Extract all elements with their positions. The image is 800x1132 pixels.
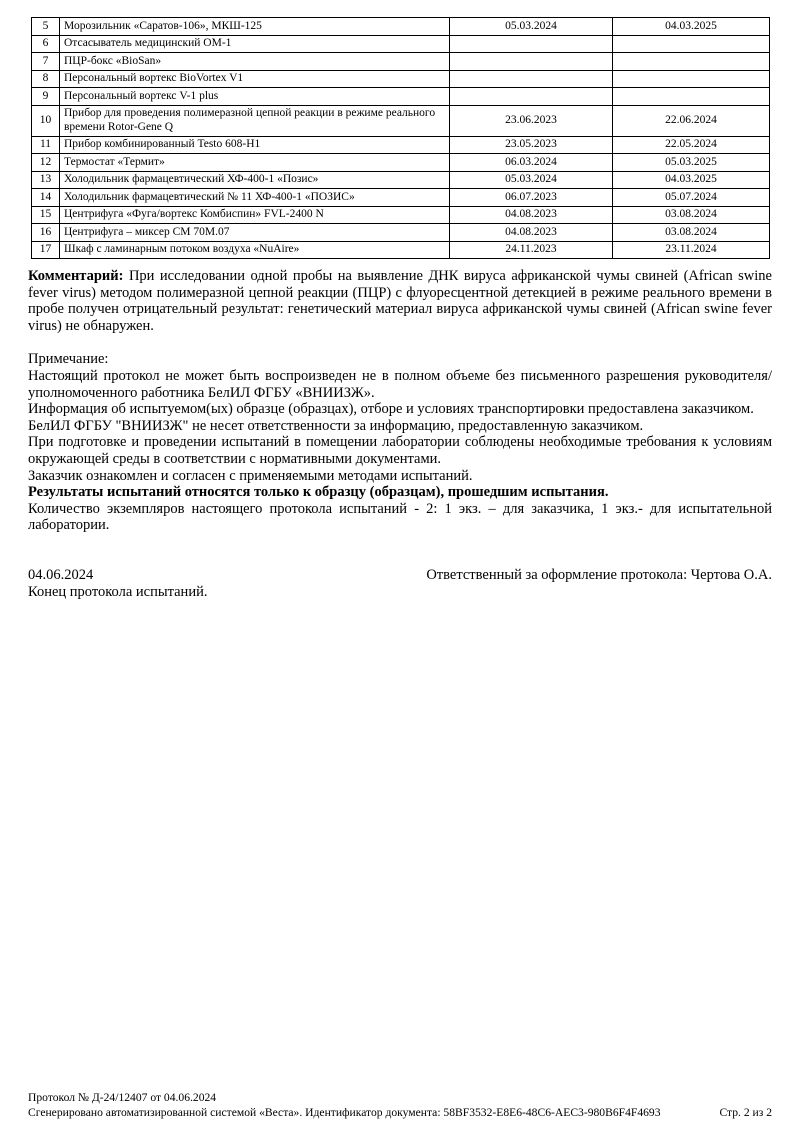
date-from <box>450 88 613 106</box>
notes-section <box>28 351 772 534</box>
date-to: 03.08.2024 <box>613 224 770 242</box>
note-line: Настоящий протокол не может быть воспроизведен не в полном объеме без письменного разрешения руководителя/уполномоченного работника БелИЛ ФГБУ «ВНИИЗЖ». <box>28 367 772 401</box>
date-from: 05.03.2024 <box>450 18 613 36</box>
equipment-table <box>31 17 770 259</box>
note-line: БелИЛ ФГБУ "ВНИИЗЖ" не несет ответственности за информацию, предоставленную заказчиком. <box>28 417 644 434</box>
date-from: 06.07.2023 <box>450 189 613 207</box>
signoff-date: 04.06.2024 <box>28 566 94 583</box>
equipment-name: Персональный вортекс V-1 plus <box>60 88 450 106</box>
row-number: 7 <box>32 53 60 71</box>
equipment-name: Холодильник фармацевтический ХФ-400-1 «Позис» <box>60 171 450 189</box>
row-number: 8 <box>32 70 60 88</box>
table-row <box>32 224 770 242</box>
row-number: 15 <box>32 206 60 224</box>
date-to <box>613 88 770 106</box>
date-to: 05.03.2025 <box>613 154 770 172</box>
date-to: 23.11.2024 <box>613 241 770 259</box>
signoff-responsible: Ответственный за оформление протокола: Чертова О.А. <box>426 566 772 583</box>
note-line: При подготовке и проведении испытаний в помещении лаборатории соблюдены необходимые требования к условиям окружающей среды в соответствии с нормативными документами. <box>28 434 772 467</box>
table-row <box>32 154 770 172</box>
date-from: 23.06.2023 <box>450 105 613 136</box>
date-to: 22.06.2024 <box>613 105 770 136</box>
equipment-name: Термостат «Термит» <box>60 154 450 172</box>
note-results-statement: Результаты испытаний относятся только к образцу (образцам), прошедшим испытания. <box>28 484 609 501</box>
date-from <box>450 53 613 71</box>
signoff-row <box>28 567 772 584</box>
date-from <box>450 70 613 88</box>
date-from <box>450 35 613 53</box>
table-row <box>32 35 770 53</box>
date-to: 05.07.2024 <box>613 189 770 207</box>
row-number: 6 <box>32 35 60 53</box>
equipment-name: ПЦР-бокс «BioSan» <box>60 53 450 71</box>
equipment-name: Центрифуга – миксер СМ 70М.07 <box>60 224 450 242</box>
equipment-name: Прибор для проведения полимеразной цепной реакции в режиме реального времени Rotor-Gene Q <box>60 105 450 136</box>
equipment-name: Шкаф с ламинарным потоком воздуха «NuAire» <box>60 241 450 259</box>
date-to <box>613 35 770 53</box>
equipment-name: Персональный вортекс BioVortex V1 <box>60 70 450 88</box>
table-row <box>32 105 770 136</box>
equipment-name: Прибор комбинированный Testo 608-H1 <box>60 136 450 154</box>
table-row <box>32 70 770 88</box>
table-row <box>32 189 770 207</box>
table-row <box>32 206 770 224</box>
table-row <box>32 18 770 36</box>
footer-protocol-number: Протокол № Д-24/12407 от 04.06.2024 <box>28 1091 217 1104</box>
date-to <box>613 70 770 88</box>
document-body <box>28 268 772 600</box>
date-to: 04.03.2025 <box>613 18 770 36</box>
footer-generated-line: Сгенерировано автоматизированной системой «Веста». Идентификатор документа: 58BF3532-E8E6-48C6-AEC3-980B6F4F4693 <box>28 1105 661 1119</box>
date-from: 24.11.2023 <box>450 241 613 259</box>
row-number: 11 <box>32 136 60 154</box>
equipment-name: Отсасыватель медицинский ОМ-1 <box>60 35 450 53</box>
date-from: 06.03.2024 <box>450 154 613 172</box>
comment-paragraph <box>28 268 772 334</box>
row-number: 5 <box>32 18 60 36</box>
date-to <box>613 53 770 71</box>
note-line: Количество экземпляров настоящего протокола испытаний - 2: 1 экз. – для заказчика, 1 экз.- для испытательной лаборатории. <box>28 500 772 534</box>
row-number: 12 <box>32 154 60 172</box>
table-row <box>32 88 770 106</box>
footer-page-number: Стр. 2 из 2 <box>719 1105 772 1119</box>
row-number: 13 <box>32 171 60 189</box>
equipment-name: Морозильник «Саратов-106», МКШ-125 <box>60 18 450 36</box>
table-row <box>32 53 770 71</box>
end-of-protocol: Конец протокола испытаний. <box>28 583 208 600</box>
comment-text: При исследовании одной пробы на выявление ДНК вируса африканской чумы свиней (African swine fever virus) методом полимеразной цепной реакции (ПЦР) с флуоресцентной детекцией в режиме реального времени в пробе получен отрицательный результат: генетический материал вируса африканской чумы свиней (African swine fever virus) не обнаружен. <box>28 268 772 334</box>
date-from: 04.08.2023 <box>450 224 613 242</box>
notes-title: Примечание: <box>28 351 109 368</box>
equipment-name: Центрифуга «Фуга/вортекс Комбиспин» FVL-2400 N <box>60 206 450 224</box>
row-number: 14 <box>32 189 60 207</box>
table-row <box>32 171 770 189</box>
table-row <box>32 136 770 154</box>
row-number: 17 <box>32 241 60 259</box>
note-line: Информация об испытуемом(ых) образце (образцах), отборе и условиях транспортировки предоставлена заказчиком. <box>28 401 754 418</box>
comment-label: Комментарий: <box>28 268 124 284</box>
date-to: 03.08.2024 <box>613 206 770 224</box>
row-number: 10 <box>32 105 60 136</box>
date-from: 04.08.2023 <box>450 206 613 224</box>
row-number: 9 <box>32 88 60 106</box>
row-number: 16 <box>32 224 60 242</box>
date-from: 23.05.2023 <box>450 136 613 154</box>
page-footer <box>28 1091 772 1120</box>
date-from: 05.03.2024 <box>450 171 613 189</box>
date-to: 04.03.2025 <box>613 171 770 189</box>
equipment-name: Холодильник фармацевтический № 11 ХФ-400-1 «ПОЗИС» <box>60 189 450 207</box>
date-to: 22.05.2024 <box>613 136 770 154</box>
note-line: Заказчик ознакомлен и согласен с применяемыми методами испытаний. <box>28 467 473 484</box>
table-row <box>32 241 770 259</box>
